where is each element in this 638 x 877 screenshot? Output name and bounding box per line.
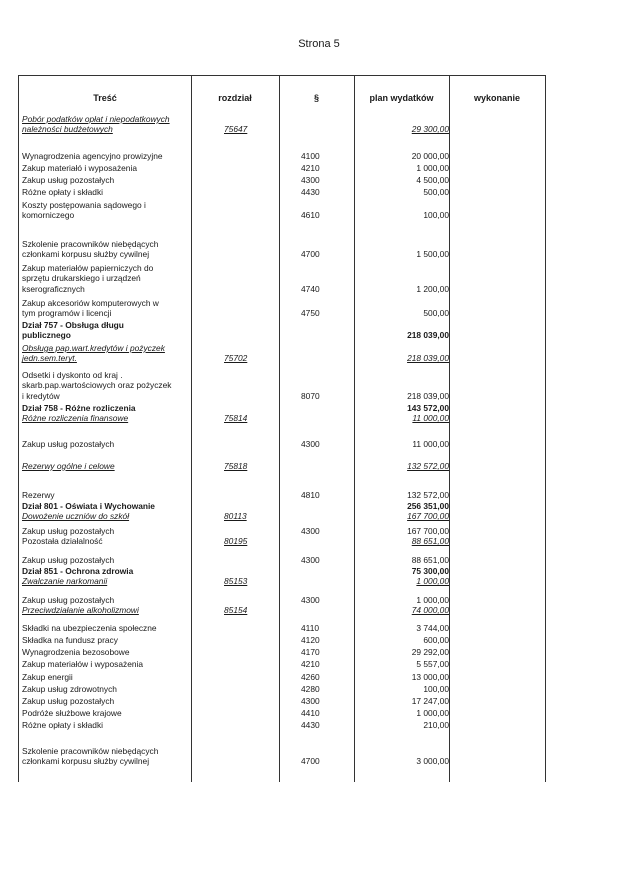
tresc-line: Dział 758 - Różne rozliczenia [22,403,136,413]
tresc-line: tym programów i licencji [22,308,112,319]
cell-rozdzial: 80195 [224,536,248,546]
tresc-line: sprzętu drukarskiego i urządzeń [22,273,141,284]
cell-tresc [22,187,192,197]
cell-plan-wydatkow: 143 572,00 [407,403,449,413]
cell-plan-wydatkow: 29 300,00 [411,124,449,135]
cell-paragraf: 4210 [301,659,320,669]
cell-tresc [22,298,192,319]
tresc-line: publicznego [22,330,71,341]
cell-tresc [22,536,192,546]
cell-plan-wydatkow: 218 039,00 [407,353,449,364]
tresc-line: jedn.sem.teryt. [22,353,77,364]
cell-tresc [22,439,192,449]
cell-plan-wydatkow: 210,00 [423,720,449,730]
cell-rozdzial: 75702 [224,353,248,364]
cell-plan-wydatkow: 1 200,00 [416,283,449,294]
tresc-line: Pobór podatków opłat i niepodatkowych [22,114,170,124]
cell-plan-wydatkow: 88 651,00 [411,555,449,565]
cell-rozdzial: 85154 [224,605,248,615]
tresc-line: i kredytów [22,390,60,401]
cell-plan-wydatkow: 256 351,00 [407,501,449,511]
tresc-line: Podróże służbowe krajowe [22,708,122,718]
cell-plan-wydatkow: 100,00 [423,210,449,221]
cell-plan-wydatkow: 4 500,00 [416,175,449,185]
cell-tresc [22,647,192,657]
tresc-line: kserograficznych [22,283,85,294]
cell-rozdzial: 75814 [224,413,248,423]
cell-plan-wydatkow: 1 000,00 [416,163,449,173]
cell-plan-wydatkow: 500,00 [423,187,449,197]
tresc-line: Rezerwy [22,490,55,500]
cell-paragraf: 4300 [301,439,320,449]
cell-paragraf: 4430 [301,187,320,197]
cell-paragraf: 4750 [301,308,320,319]
cell-plan-wydatkow: 218 039,00 [407,330,449,341]
cell-paragraf: 4700 [301,756,320,767]
tresc-line: członkami korpusu służby cywilnej [22,756,150,767]
cell-paragraf: 4610 [301,210,320,221]
cell-plan-wydatkow: 500,00 [423,308,449,319]
tresc-line: członkami korpusu służby cywilnej [22,249,150,260]
cell-plan-wydatkow: 3 000,00 [416,756,449,767]
cell-tresc [22,684,192,694]
cell-rozdzial: 75818 [224,461,248,471]
cell-plan-wydatkow: 167 700,00 [407,511,449,521]
cell-tresc [22,595,192,605]
tresc-line: Koszty postępowania sądowego i [22,200,146,210]
cell-tresc [22,623,192,633]
tresc-line: Zakup usług pozostałych [22,595,115,605]
tresc-line: Zakup usług zdrowotnych [22,684,117,694]
header-plan: plan wydatków [369,93,434,103]
cell-plan-wydatkow: 1 000,00 [416,595,449,605]
cell-paragraf: 4300 [301,175,320,185]
cell-tresc [22,501,192,511]
cell-plan-wydatkow: 75 300,00 [411,566,449,576]
cell-tresc [22,566,192,576]
tresc-line: Zakup energii [22,672,73,682]
cell-paragraf: 4260 [301,672,320,682]
cell-tresc [22,413,192,423]
cell-tresc [22,490,192,500]
cell-tresc [22,555,192,565]
cell-tresc [22,403,192,413]
cell-paragraf: 4110 [301,623,320,633]
tresc-line: Wynagrodzenia agencyjno prowizyjne [22,151,163,161]
tresc-line: Dział 801 - Oświata i Wychowanie [22,501,155,511]
cell-plan-wydatkow: 600,00 [423,635,449,645]
tresc-line: Rezerwy ogólne i celowe [22,461,115,471]
cell-tresc [22,200,192,221]
cell-tresc [22,720,192,730]
column-divider [449,76,450,782]
cell-plan-wydatkow: 1 500,00 [416,249,449,260]
tresc-line: Wynagrodzenia bezosobowe [22,647,130,657]
cell-plan-wydatkow: 218 039,00 [407,390,449,401]
tresc-line: Różne rozliczenia finansowe [22,413,129,423]
cell-tresc [22,343,192,364]
cell-rozdzial: 80113 [224,511,247,521]
tresc-line: Zakup usług pozostałych [22,696,115,706]
tresc-line: Zakup materiałó i wyposażenia [22,163,137,173]
tresc-line: Obsługa pap.wart.kredytów i pożyczek [22,343,165,353]
cell-paragraf: 4740 [301,283,320,294]
cell-paragraf: 4100 [301,151,320,161]
header-tresc: Treść [93,93,117,103]
tresc-line: Dowożenie uczniów do szkół [22,511,130,521]
cell-paragraf: 4120 [301,635,320,645]
header-rozdzial: rozdział [218,93,252,103]
cell-plan-wydatkow: 132 572,00 [407,461,449,471]
tresc-line: Składka na fundusz pracy [22,635,118,645]
tresc-line: Zakup materiałów papierniczych do [22,263,154,273]
cell-plan-wydatkow: 167 700,00 [407,526,449,536]
tresc-line: skarb.pap.wartościowych oraz pożyczek [22,380,172,391]
cell-rozdzial: 75647 [224,124,248,135]
tresc-line: Zakup usług pozostałych [22,175,115,185]
cell-plan-wydatkow: 88 651,00 [411,536,449,546]
cell-tresc [22,605,192,615]
cell-plan-wydatkow: 100,00 [423,684,449,694]
cell-plan-wydatkow: 11 000,00 [412,413,449,423]
cell-tresc [22,151,192,161]
cell-paragraf: 4300 [301,555,320,565]
tresc-line: Zwalczanie narkomanii [22,576,108,586]
cell-paragraf: 4430 [301,720,320,730]
cell-tresc [22,672,192,682]
tresc-line: Różne opłaty i składki [22,720,103,730]
cell-paragraf: 4300 [301,696,320,706]
cell-tresc [22,526,192,536]
tresc-line: Odsetki i dyskonto od kraj . [22,370,123,380]
column-divider [354,76,355,782]
budget-table [18,75,546,782]
cell-plan-wydatkow: 13 000,00 [411,672,449,682]
cell-tresc [22,576,192,586]
cell-tresc [22,659,192,669]
cell-tresc [22,511,192,521]
cell-tresc [22,239,192,260]
cell-plan-wydatkow: 17 247,00 [411,696,449,706]
cell-rozdzial: 85153 [224,576,248,586]
tresc-line: Zakup usług pozostałych [22,555,115,565]
cell-tresc [22,708,192,718]
tresc-line: Różne opłaty i składki [22,187,103,197]
cell-tresc [22,114,192,135]
cell-paragraf: 4170 [301,647,320,657]
cell-paragraf: 4700 [301,249,320,260]
cell-plan-wydatkow: 3 744,00 [416,623,449,633]
cell-tresc [22,175,192,185]
tresc-line: Przeciwdziałanie alkoholizmowi [22,605,139,615]
cell-paragraf: 4810 [301,490,320,500]
column-divider [279,76,280,782]
cell-tresc [22,263,192,294]
tresc-line: Zakup usług pozostałych [22,439,115,449]
tresc-line: należności budżetowych [22,124,113,135]
cell-paragraf: 4300 [301,595,320,605]
header-paragraf: § [313,93,319,103]
cell-paragraf: 4300 [301,526,320,536]
tresc-line: Szkolenie pracowników niebędących [22,746,159,756]
cell-tresc [22,746,192,767]
tresc-line: Zakup akcesoriów komputerowych w [22,298,159,308]
header-wykonanie: wykonanie [473,93,520,103]
cell-plan-wydatkow: 132 572,00 [407,490,449,500]
tresc-line: Szkolenie pracowników niebędących [22,239,159,249]
cell-tresc [22,635,192,645]
cell-tresc [22,696,192,706]
tresc-line: Zakup usług pozostałych [22,526,115,536]
cell-tresc [22,370,192,401]
cell-plan-wydatkow: 5 557,00 [416,659,449,669]
cell-paragraf: 8070 [301,390,320,401]
cell-tresc [22,461,192,471]
cell-paragraf: 4280 [301,684,320,694]
cell-plan-wydatkow: 29 292,00 [411,647,449,657]
cell-plan-wydatkow: 11 000,00 [412,439,449,449]
tresc-line: Zakup materiałów i wyposażenia [22,659,144,669]
cell-plan-wydatkow: 1 000,00 [416,576,449,586]
cell-paragraf: 4210 [301,163,320,173]
cell-plan-wydatkow: 74 000,00 [411,605,449,615]
cell-tresc [22,163,192,173]
cell-tresc [22,320,192,341]
tresc-line: Dział 851 - Ochrona zdrowia [22,566,134,576]
page-number: Strona 5 [298,38,340,50]
tresc-line: komorniczego [22,210,75,221]
cell-plan-wydatkow: 20 000,00 [411,151,449,161]
tresc-line: Pozostała działalność [22,536,103,546]
cell-paragraf: 4410 [301,708,320,718]
tresc-line: Składki na ubezpieczenia społeczne [22,623,157,633]
tresc-line: Dział 757 - Obsługa długu [22,320,124,330]
cell-plan-wydatkow: 1 000,00 [416,708,449,718]
